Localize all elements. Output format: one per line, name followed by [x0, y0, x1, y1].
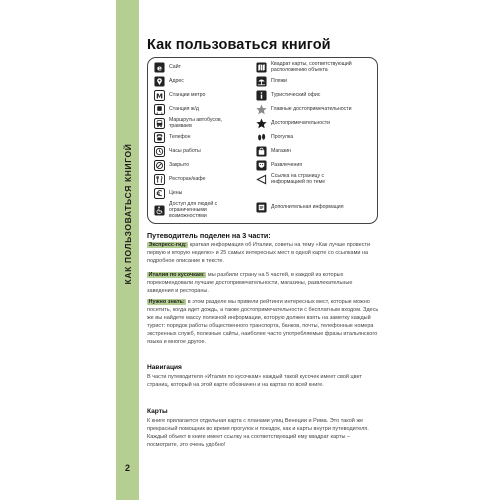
navigation-title: Навигация	[147, 364, 182, 371]
legend-item-walk	[256, 132, 293, 143]
address-icon	[154, 76, 165, 87]
legend-label: Часы работы	[169, 147, 201, 154]
entertainment-icon	[256, 160, 267, 171]
legend-label: Развлечения	[271, 161, 303, 168]
legend-item-hours	[154, 146, 201, 157]
shop-icon	[256, 146, 267, 157]
legend-item-tourist-office	[256, 90, 320, 101]
symbols-legend	[147, 57, 378, 224]
metro-icon	[154, 90, 165, 101]
legend-label: Закрыто	[169, 161, 190, 168]
page-link-icon	[256, 174, 267, 185]
legend-label: Доступ для людей с ограниченными возможностями	[169, 201, 218, 219]
section-text: мы разбили страну на 5 частей, в каждой из которых порекомендовали лучшие достопримечательности, магазины, развлекательные заведения и рестораны.	[147, 272, 353, 294]
walk-icon	[256, 132, 267, 143]
page-number: 2	[124, 463, 130, 473]
legend-item-beaches	[256, 76, 287, 87]
legend-label: Ресторан/кафе	[169, 175, 206, 182]
legend-label: Сайт	[169, 63, 181, 70]
section-text: в этом разделе мы привели рейтинги интересных мест, которые можно посетить, когда идет дождь, а также достопримечательности с бесплатным входом. Здесь же вы найдете массу полезной информации, которую должен взять на заметку каждый турист: порядок работы общественного транспорта, банков, почты, телефонные номера экстренных служб, полезные сайты, наиболее часто употребляемые фразы итальянского языка и многое другое.	[147, 299, 379, 345]
legend-label: Телефон	[169, 133, 191, 140]
legend-item-map-reference	[256, 62, 366, 74]
legend-item-shop	[256, 146, 291, 157]
map-reference-icon	[256, 62, 267, 73]
beach-icon	[256, 76, 267, 87]
legend-item-phone	[154, 132, 191, 143]
legend-label: Цены	[169, 189, 183, 196]
legend-label: Станции метро	[169, 91, 206, 98]
section-text: краткая информация об Италии, советы на тему «Как лучше провести первую и вторую неделю» и 25 самых интересных мест в одной карте со ссылками на подробное описание в тексте.	[147, 242, 371, 264]
legend-item-entertainment	[256, 160, 302, 171]
navigation-text: В части путеводителя «Италия по кусочкам» каждый такой кусочек имеет свой цвет страниц, который на этой карте обозначен и на картах по всей книге.	[147, 374, 362, 388]
section-italy-pieces	[147, 272, 380, 296]
chapter-sidebar-title: КАК ПОЛЬЗОВАТЬСЯ КНИГОЙ	[122, 143, 133, 285]
svg-text:e: e	[157, 63, 162, 73]
page-title: Как пользоваться книгой	[147, 37, 331, 53]
legend-label: Прогулка	[271, 133, 294, 140]
section-tag: Экспресс-гид:	[148, 242, 187, 248]
maps-text: К книге прилагается отдельная карта с планами улиц Венеции и Рима. Это такой же прекрасный помощник во время прогулок и поездок, как и карты внутри путеводителя. Каждый объект в книге имеет ссылку на соответствующий ему квадрат карты – посмотрите, это очень удобно!	[147, 418, 369, 448]
legend-label: Адрес	[169, 77, 184, 84]
legend-item-restaurant	[154, 174, 205, 185]
train-icon	[154, 104, 165, 115]
section-express-guide	[147, 242, 380, 266]
info-icon	[256, 202, 267, 213]
legend-item-main-sights	[256, 104, 352, 115]
bus-icon	[154, 118, 165, 129]
legend-item-website	[154, 62, 181, 73]
legend-label: Главные достопримечательности	[271, 105, 352, 112]
legend-label: Магазин	[271, 147, 292, 154]
legend-label: Ссылка на страницу с информацией по теме	[271, 173, 326, 185]
legend-item-page-link	[256, 174, 351, 186]
section-tag: Италия по кусочкам:	[148, 272, 205, 278]
tourist-office-icon	[256, 90, 267, 101]
legend-item-accessibility	[154, 202, 239, 219]
star-main-icon	[256, 104, 267, 115]
wheelchair-icon	[154, 205, 165, 216]
legend-item-extra-info	[256, 202, 344, 213]
restaurant-icon	[154, 174, 165, 185]
section-tag: Нужно знать:	[148, 299, 185, 305]
legend-item-metro	[154, 90, 205, 101]
star-icon	[256, 118, 267, 129]
legend-item-closed	[154, 160, 189, 171]
legend-label: Дополнительная информация	[271, 203, 344, 210]
legend-label: Туристический офис	[271, 91, 321, 98]
legend-label: Достопримечательности	[271, 119, 330, 126]
legend-label: Пляжи	[271, 77, 287, 84]
legend-label: Квадрат карты, соответствующий расположению объекта	[271, 61, 352, 73]
website-icon	[154, 62, 165, 73]
svg-text:M: M	[156, 92, 163, 101]
clock-icon	[154, 146, 165, 157]
prices-icon	[154, 188, 165, 199]
legend-item-bus	[154, 118, 239, 130]
legend-label: Маршруты автобусов, трамваев	[169, 117, 223, 129]
legend-label: Станция ж/д	[169, 105, 199, 112]
parts-intro: Путеводитель поделен на 3 части:	[147, 231, 271, 240]
phone-icon	[154, 132, 165, 143]
closed-icon	[154, 160, 165, 171]
maps-title: Карты	[147, 408, 168, 415]
chapter-sidebar-title-wrap	[116, 0, 139, 500]
legend-item-sights	[256, 118, 330, 129]
section-need-to-know	[147, 299, 380, 346]
legend-item-train	[154, 104, 199, 115]
page-content	[147, 0, 383, 500]
legend-item-prices	[154, 188, 182, 199]
legend-item-address	[154, 76, 184, 87]
